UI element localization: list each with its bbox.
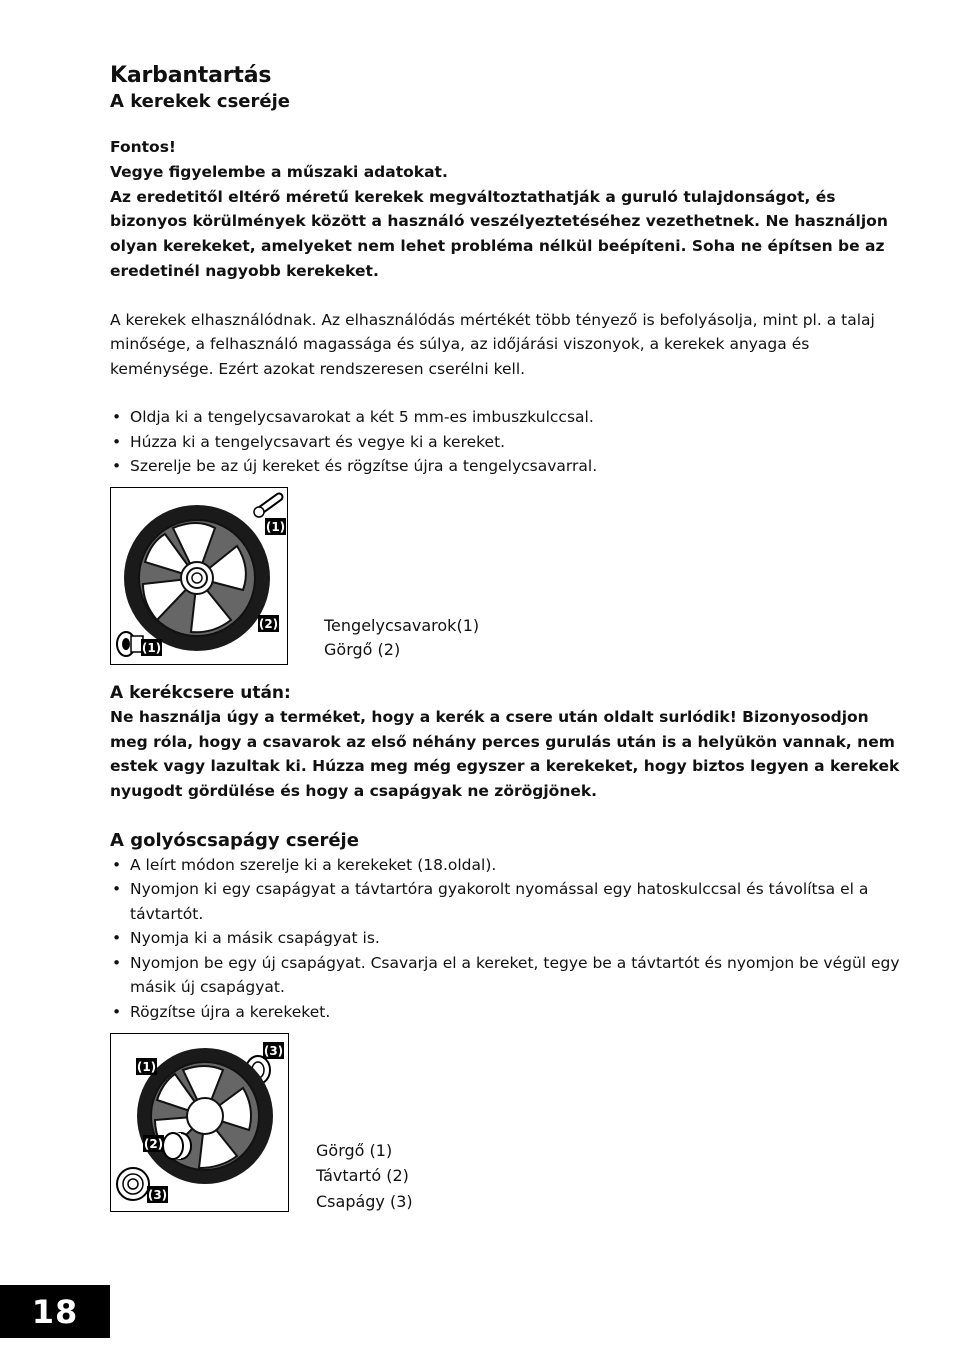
caption-spacer: Távtartó (2)	[316, 1166, 409, 1186]
warning-text: Az eredetitől eltérő méretű kerekek megváltoztathatják a guruló tulajdonságot, és bizonyos körülmények között a használó veszélyeztetéséhez vezethetnek. Ne használjon olyan kerekeket, amelyeket nem lehet probléma nélkül beépíteni. Soha ne építsen be az eredetinél nagyobb kerekeket.	[110, 187, 888, 280]
label-bearing-top	[263, 1042, 284, 1059]
list-item: • A leírt módon szerelje ki a kerekeket (18.oldal).	[110, 853, 900, 878]
caption-axle-screws: Tengelycsavarok(1)	[324, 615, 480, 635]
label-wheel	[258, 615, 279, 632]
axle-screw-top-illustration	[254, 497, 279, 517]
wheel-illustration	[137, 1048, 273, 1184]
axle-bolt-bottom-illustration	[117, 632, 143, 656]
bearing-replacement-steps	[110, 853, 900, 1025]
after-replacement-text: Ne használja úgy a terméket, hogy a kerék a csere után oldalt surlódik! Bizonyosodjon meg róla, hogy a csavarok az első néhány perces gurulás után is a helyükön vannak, nem estek vagy lazultak ki. Húzza meg még egyszer a kerekeket, hogy biztos legyen a kerekek nyugodt gördülése és hogy a csapágyak ne zörögjönek.	[110, 707, 900, 801]
wheel-replacement-steps	[110, 405, 900, 479]
caption-wheel: Görgő (2)	[324, 640, 401, 660]
label-axle-screw-bottom	[141, 639, 162, 656]
section-heading-bearing-replacement: A golyóscsapágy cseréje	[110, 829, 359, 851]
wheel-figure-captions	[324, 614, 479, 663]
bearing-figure-captions	[316, 1138, 413, 1215]
warning-label: Fontos!	[110, 138, 176, 156]
list-item: • Nyomjon be egy új csapágyat. Csavarja el a kereket, tegye be a távtartót és nyomjon be végül egy másik új csapágyat.	[110, 951, 900, 1000]
page-content	[110, 62, 900, 1212]
label-bearing-bottom	[147, 1186, 168, 1203]
svg-text:(1): (1)	[136, 1060, 157, 1075]
caption-bearing: Csapágy (3)	[316, 1191, 413, 1211]
wheel-figure-row	[110, 487, 900, 665]
svg-text:(3): (3)	[147, 1188, 168, 1203]
section-heading-after-replacement: A kerékcsere után:	[110, 682, 291, 703]
list-item: • Szerelje be az új kereket és rögzítse újra a tengelycsavarral.	[110, 454, 900, 479]
section-heading-wheel-replacement: A kerekek cseréje	[110, 91, 290, 112]
list-item: • Húzza ki a tengelycsavart és vegye ki a kereket.	[110, 430, 900, 455]
list-item: • Rögzítse újra a kerekeket.	[110, 1000, 900, 1025]
list-item: • Oldja ki a tengelycsavarokat a két 5 mm-es imbuszkulccsal.	[110, 405, 900, 430]
list-item: • Nyomja ki a másik csapágyat is.	[110, 926, 900, 951]
label-wheel	[136, 1058, 157, 1075]
page-title: Karbantartás	[110, 63, 272, 88]
bearing-bottom-illustration	[117, 1168, 149, 1200]
spacer-illustration	[163, 1133, 191, 1159]
wheel-illustration	[124, 505, 270, 651]
list-item: • Nyomjon ki egy csapágyat a távtartóra gyakorolt nyomással egy hatoskulccsal és távolítsa el a távtartót.	[110, 877, 900, 926]
svg-text:(2): (2)	[143, 1137, 164, 1152]
label-spacer	[143, 1135, 164, 1152]
warning-line-specs: Vegye figyelembe a műszaki adatokat.	[110, 162, 448, 181]
wheel-axle-screw-illustration	[110, 487, 288, 665]
svg-text:(1): (1)	[265, 519, 286, 534]
wear-paragraph: A kerekek elhasználódnak. Az elhasználódás mértékét több tényező is befolyásolja, mint pl. a talaj minősége, a felhasználó magassága és súlya, az időjárási viszonyok, a kerekek anyaga és keménysége. Ezért azokat rendszeresen cserélni kell.	[110, 310, 875, 378]
page-number: 18	[0, 1285, 110, 1338]
bearing-drawing	[111, 1034, 287, 1210]
bearing-illustration	[110, 1033, 289, 1212]
svg-text:(3): (3)	[263, 1044, 284, 1059]
caption-wheel: Görgő (1)	[316, 1140, 393, 1160]
svg-text:(2): (2)	[258, 616, 279, 631]
bearing-figure-row	[110, 1033, 900, 1212]
svg-text:(1): (1)	[141, 640, 162, 655]
label-axle-screw-top	[265, 518, 286, 535]
wheel-drawing	[111, 488, 286, 663]
